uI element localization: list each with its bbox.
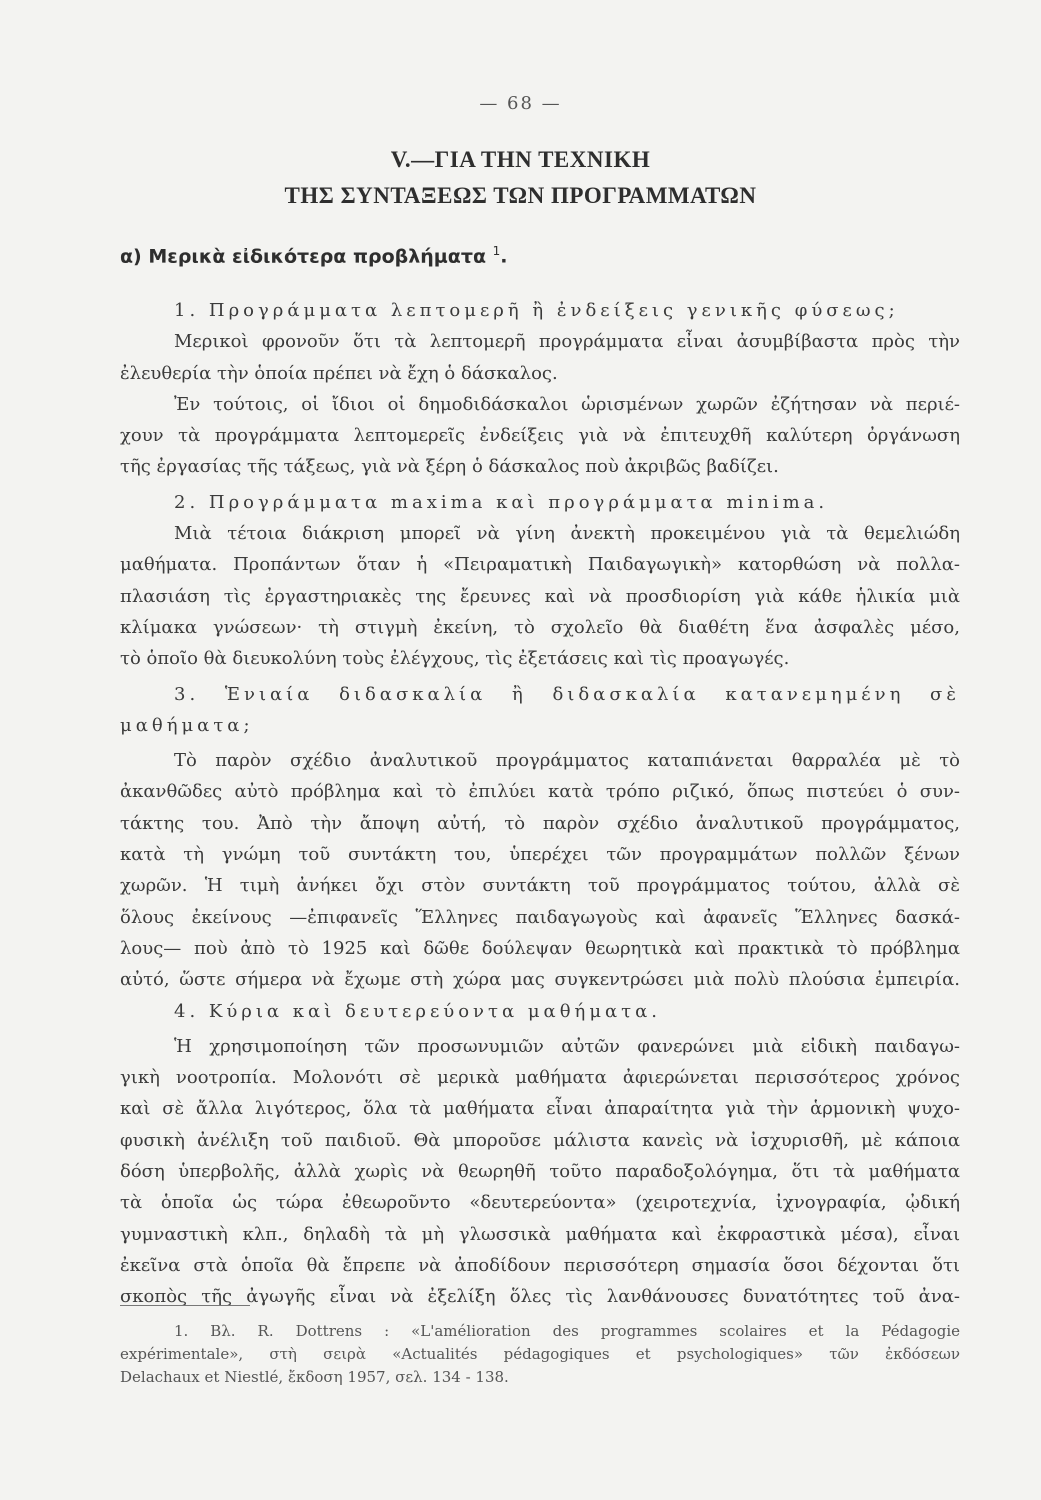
paragraph-line: τὰ ὁποῖα ὡς τώρα ἐθεωροῦντο «δευτερεύοντα» (χειροτεχνία, ἰχνογραφία, ᾠδική — [120, 1192, 960, 1214]
footnote — [120, 1320, 960, 1389]
paragraph-line: ὅλους ἐκείνους —ἐπιφανεῖς Ἕλληνες παιδαγωγοὺς καὶ ἀφανεῖς Ἕλληνες δασκά- — [120, 906, 960, 928]
footnote-line: expérimentale», στὴ σειρὰ «Actualités pédagogiques et psychologiques» τῶν ἐκδόσεων — [120, 1345, 960, 1363]
page-number: — 68 — — [479, 93, 562, 114]
paragraph-line: κλίμακα γνώσεων· τὴ στιγμὴ ἐκείνη, τὸ σχολεῖο θὰ διαθέτη ἕνα ἀσφαλὲς μέσο, — [120, 616, 960, 638]
paragraph-line: Τὸ παρὸν σχέδιο ἀναλυτικοῦ προγράμματος καταπιάνεται θαρραλέα μὲ τὸ — [174, 750, 960, 772]
item-heading-2: 2. Προγράμματα maxima καὶ προγράμματα minima. — [174, 491, 829, 513]
paragraph-line: ἐλευθερία τὴν ὁποία πρέπει νὰ ἔχη ὁ δάσκαλος. — [120, 362, 558, 384]
paragraph-line: τάκτης του. Ἀπὸ τὴν ἄποψη αὐτή, τὸ παρὸν σχέδιο ἀναλυτικοῦ προγράμματος, — [120, 812, 960, 834]
section-heading — [120, 244, 508, 267]
paragraph-line: Ἐν τούτοις, οἱ ἴδιοι οἱ δημοδιδάσκαλοι ὡρισμένων χωρῶν ἐζήτησαν νὰ περιέ- — [174, 393, 960, 415]
paragraph-line: μαθήματα. Προπάντων ὅταν ἡ «Πειραματικὴ Παιδαγωγικὴ» κατορθώση νὰ πολλα- — [120, 554, 960, 576]
item-heading-3: 3. Ἑνιαία διδασκαλία ἢ διδασκαλία κατανεμημένη σὲ — [174, 683, 960, 705]
chapter-title-line1: V.—ΓΙΑ ΤΗΝ ΤΕΧΝΙΚΗ — [390, 147, 651, 172]
paragraph-line: σκοπὸς τῆς ἀγωγῆς εἶναι νὰ ἐξελίξη ὅλες τὶς λανθάνουσες δυνατότητες τοῦ ἀνα- — [120, 1286, 960, 1308]
body-text — [120, 295, 960, 1313]
paragraph-line: αὐτό, ὥστε σήμερα νὰ ἔχωμε στὴ χώρα μας συγκεντρώσει μιὰ πολὺ πλούσια ἐμπειρία. — [120, 969, 960, 991]
paragraph-line: χουν τὰ προγράμματα λεπτομερεῖς ἐνδείξεις γιὰ νὰ ἐπιτευχθῆ καλύτερη ὀργάνωση — [120, 425, 960, 447]
chapter-title-line2: ΤΗΣ ΣΥΝΤΑΞΕΩΣ ΤΩΝ ΠΡΟΓΡΑΜΜΑΤΩΝ — [284, 183, 757, 208]
item-heading-3-end: μαθήματα; — [120, 714, 254, 736]
paragraph-line: Μερικοὶ φρονοῦν ὅτι τὰ λεπτομερῆ προγράμματα εἶναι ἀσυμβίβαστα πρὸς τὴν — [174, 331, 960, 353]
section-heading-text: α) Μερικὰ εἰδικότερα προβλήματα — [120, 245, 487, 268]
paragraph-line: γικὴ νοοτροπία. Μολονότι σὲ μερικὰ μαθήματα ἀφιερώνεται περισσότερος χρόνος — [120, 1067, 960, 1089]
paragraph-line: φυσικὴ ἀνέλιξη τοῦ παιδιοῦ. Θὰ μποροῦσε μάλιστα κανεὶς νὰ ἰσχυρισθῆ, μὲ κάποια — [120, 1129, 960, 1151]
paragraph-line: ἀκανθῶδες αὐτὸ πρόβλημα καὶ τὸ ἐπιλύει κατὰ τρόπο ριζικό, ὅπως πιστεύει ὁ συν- — [120, 781, 960, 803]
item-heading-1: 1. Προγράμματα λεπτομερῆ ἢ ἐνδείξεις γενικῆς φύσεως; — [174, 300, 899, 321]
paragraph-line: λους— ποὺ ἀπὸ τὸ 1925 καὶ δῶθε δούλεψαν θεωρητικὰ καὶ πρακτικὰ τὸ πρόβλημα — [120, 937, 960, 959]
footnote-line: 1. Βλ. R. Dottrens : «L'amélioration des programmes scolaires et la Pédagogie — [174, 1322, 960, 1340]
paragraph-line: κατὰ τὴ γνώμη τοῦ συντάκτη του, ὑπερέχει τῶν προγραμμάτων πολλῶν ξένων — [120, 844, 960, 866]
section-heading-end: . — [500, 245, 508, 268]
footnote-marker: 1 — [492, 244, 501, 258]
paragraph-line: πλασιάση τὶς ἐργαστηριακὲς της ἔρευνες καὶ νὰ προσδιορίση γιὰ κάθε ἡλικία μιὰ — [120, 585, 960, 607]
paragraph-line: τῆς ἐργασίας τῆς τάξεως, γιὰ νὰ ξέρη ὁ δάσκαλος ποὺ ἀκριβῶς βαδίζει. — [120, 456, 779, 478]
paragraph-line: γυμναστικὴ κλπ., δηλαδὴ τὰ μὴ γλωσσικὰ μαθήματα καὶ ἐκφραστικὰ μέσα), εἶναι — [120, 1223, 960, 1245]
footnote-divider — [120, 1305, 250, 1306]
paragraph-line: τὸ ὁποῖο θὰ διευκολύνη τοὺς ἐλέγχους, τὶς ἐξετάσεις καὶ τὶς προαγωγές. — [120, 648, 790, 670]
paragraph-line: χωρῶν. Ἡ τιμὴ ἀνήκει ὄχι στὸν συντάκτη τοῦ προγράμματος τούτου, ἀλλὰ σὲ — [120, 875, 960, 897]
paragraph-line: δόση ὑπερβολῆς, ἀλλὰ χωρὶς νὰ θεωρηθῆ τοῦτο παραδοξολόγημα, ὅτι τὰ μαθήματα — [120, 1161, 960, 1183]
paragraph-line: Ἡ χρησιμοποίηση τῶν προσωνυμιῶν αὐτῶν φανερώνει μιὰ εἰδικὴ παιδαγω- — [174, 1035, 960, 1057]
footnote-line: Delachaux et Niestlé, ἔκδοση 1957, σελ. 134 - 138. — [120, 1368, 509, 1386]
paragraph-line: Μιὰ τέτοια διάκριση μπορεῖ νὰ γίνη ἀνεκτὴ προκειμένου γιὰ τὰ θεμελιώδη — [174, 523, 960, 545]
item-heading-4: 4. Κύρια καὶ δευτερεύοντα μαθήματα. — [174, 1000, 662, 1022]
paragraph-line: καὶ σὲ ἄλλα λιγότερος, ὅλα τὰ μαθήματα εἶναι ἀπαραίτητα γιὰ τὴν ἁρμονικὴ ψυχο- — [120, 1098, 960, 1120]
paragraph-line: ἐκεῖνα στὰ ὁποῖα θὰ ἔπρεπε νὰ ἀποδίδουν περισσότερη σημασία ὅσοι δέχονται ὅτι — [120, 1254, 960, 1276]
